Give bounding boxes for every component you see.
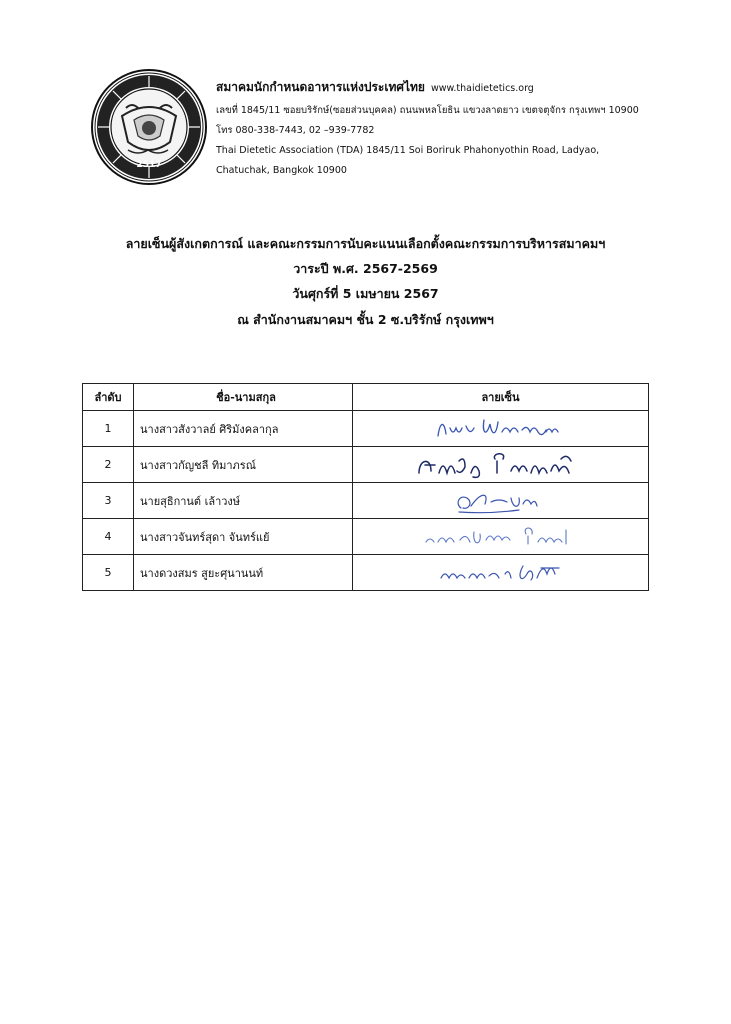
- row-signature-cell: [353, 447, 649, 483]
- header-signature: ลายเซ็น: [353, 384, 649, 411]
- row-name: นายสุธิกานต์ เล้าวงษ์: [134, 483, 353, 519]
- table-row: [83, 555, 649, 591]
- table-row: [83, 447, 649, 483]
- address-thai: เลขที่ 1845/11 ซอยบริรักษ์(ซอยส่วนบุคคล) ถนนพหลโยธิน แขวงลาดยาว เขตจตุจักร กรุงเทพฯ 10900: [216, 105, 639, 116]
- association-logo-seal: [90, 68, 208, 186]
- event-date: วันศุกร์ที่ 5 เมษายน 2567: [292, 286, 439, 301]
- handwritten-signature-1: [426, 414, 576, 444]
- row-order: 3: [83, 483, 134, 519]
- row-signature-cell: [353, 411, 649, 447]
- header-order: ลำดับ: [83, 384, 134, 411]
- row-order: 2: [83, 447, 134, 483]
- table-header-row: [83, 384, 649, 411]
- row-name: นางสาวกัญชลี ทิมาภรณ์: [134, 447, 353, 483]
- handwritten-signature-3: [441, 486, 561, 516]
- header-name: ชื่อ-นามสกุล: [134, 384, 353, 411]
- row-order: 1: [83, 411, 134, 447]
- address-english-line2: Chatuchak, Bangkok 10900: [216, 165, 347, 176]
- row-name: นางสาวสังวาลย์ ศิริมังคลากุล: [134, 411, 353, 447]
- address-english-line1: Thai Dietetic Association (TDA) 1845/11 Soi Boriruk Phahonyothin Road, Ladyao,: [216, 145, 600, 156]
- row-signature-cell: [353, 555, 649, 591]
- row-signature-cell: [353, 483, 649, 519]
- table-row: [83, 483, 649, 519]
- logo-year: 2517: [136, 160, 162, 170]
- row-name: นางดวงสมร สูยะศุนานนท์: [134, 555, 353, 591]
- org-name-thai: สมาคมนักกำหนดอาหารแห่งประเทศไทย: [216, 80, 425, 94]
- handwritten-signature-2: [411, 449, 591, 481]
- row-order: 5: [83, 555, 134, 591]
- handwritten-signature-5: [431, 558, 571, 588]
- term-period: วาระปี พ.ศ. 2567-2569: [293, 261, 438, 276]
- table-row: [83, 411, 649, 447]
- org-name-line: [216, 80, 534, 96]
- phone-numbers: โทร 080-338-7443, 02 –939-7782: [216, 125, 375, 136]
- event-location: ณ สำนักงานสมาคมฯ ชั้น 2 ซ.บริรักษ์ กรุงเทพฯ: [237, 312, 494, 327]
- document-title: ลายเซ็นผู้สังเกตการณ์ และคณะกรรมการนับคะแนนเลือกตั้งคณะกรรมการบริหารสมาคมฯ: [125, 236, 606, 251]
- row-order: 4: [83, 519, 134, 555]
- website-link[interactable]: www.thaidietetics.org: [430, 83, 534, 94]
- handwritten-signature-4: [416, 522, 586, 552]
- row-signature-cell: [353, 519, 649, 555]
- signature-table: [82, 383, 649, 591]
- table-row: [83, 519, 649, 555]
- row-name: นางสาวจันทร์สุดา จันทร์แย้: [134, 519, 353, 555]
